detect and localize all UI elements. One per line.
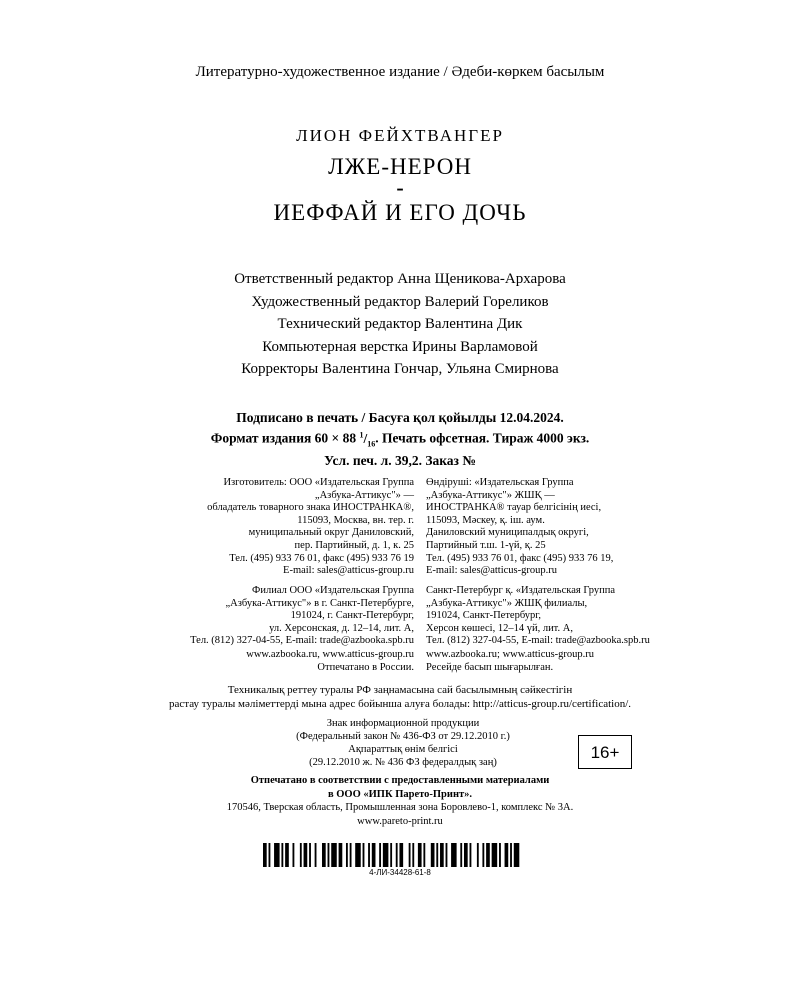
branch-ru-line: ул. Херсонская, д. 12–14, лит. А, xyxy=(269,622,414,634)
credit-line: Корректоры Валентина Гончар, Ульяна Смирнова xyxy=(241,361,559,377)
branch-kz-line: 191024, Санкт-Петербург, xyxy=(426,610,542,622)
barcode-bar xyxy=(339,843,343,867)
barcode-bar xyxy=(346,843,348,867)
barcode-bar xyxy=(396,843,398,867)
barcode-bar xyxy=(383,843,389,867)
manufacturer-ru-line: „Азбука-Аттикус"» — xyxy=(314,489,414,501)
barcode-bar xyxy=(505,843,509,867)
manufacturer-kz-line: Даниловский муниципалдық округі, xyxy=(426,527,589,539)
info-sign-line: Знак информационной продукции xyxy=(326,718,480,729)
manufacturer-kz-line: 115093, Мәскеу, қ. іш. аум. xyxy=(426,514,545,526)
age-rating-badge: 16+ xyxy=(578,735,632,769)
barcode-bar xyxy=(304,843,308,867)
manufacturer-ru-line: муниципальный округ Даниловский, xyxy=(248,527,414,539)
barcode-bar xyxy=(269,843,271,867)
manufacturer-kz-line: E-mail: sales@atticus-group.ru xyxy=(426,565,557,577)
barcode-bar xyxy=(379,843,381,867)
print-info-block xyxy=(0,409,800,469)
web-kz-line: www.azbooka.ru; www.atticus-group.ru xyxy=(426,649,595,660)
credit-line: Художественный редактор Валерий Гореликов xyxy=(251,293,549,310)
barcode-icon xyxy=(263,843,523,867)
barcode-bar xyxy=(418,843,422,867)
barcode-bar xyxy=(451,843,457,867)
web-ru-line: www.azbooka.ru, www.atticus-group.ru xyxy=(246,649,414,660)
info-sign-line: Ақпараттық өнім белгісі xyxy=(348,744,458,755)
branch-ru-line: Филиал ООО «Издательская Группа xyxy=(252,585,414,596)
branch-kz-line: „Азбука-Аттикус"» ЖШҚ филиалы, xyxy=(426,597,588,609)
barcode-bar xyxy=(412,843,414,867)
info-sign-block xyxy=(288,717,518,769)
barcode-bar xyxy=(440,843,444,867)
tech-regulation-note xyxy=(0,683,800,711)
manufacturer-kz-line: „Азбука-Аттикус"» ЖШҚ — xyxy=(426,489,555,501)
barcode-bar xyxy=(423,843,425,867)
barcode-bar xyxy=(460,843,462,867)
barcode-bar xyxy=(492,843,498,867)
barcode-bar xyxy=(477,843,479,867)
manufacturer-kz-line: Партийный т.ш. 1-үй, қ. 25 xyxy=(426,539,546,551)
barcode-bar xyxy=(300,843,302,867)
barcode-bar xyxy=(263,843,267,867)
title-first: ЛЖЕ-НЕРОН xyxy=(328,154,472,179)
barcode-bar xyxy=(482,843,484,867)
fraction-denominator: 16 xyxy=(367,439,376,449)
manufacturer-ru-line: Тел. (495) 933 76 01, факс (495) 933 76 19 xyxy=(229,552,414,564)
barcode-bar xyxy=(499,843,501,867)
tech-regulation-line: Техникалық реттеу туралы РФ заңнамасына сай басылымның сәйкестігін xyxy=(227,684,573,696)
branch-ru-line: „Азбука-Аттикус"» в г. Санкт-Петербурге, xyxy=(225,597,414,609)
print-signed-line: Подписано в печать / Басуға қол қойылды 12.04.2024. xyxy=(236,410,564,425)
barcode-bar xyxy=(372,843,376,867)
printer-line: www.pareto-print.ru xyxy=(357,815,443,827)
branch-kz xyxy=(426,585,666,648)
manufacturer-kz-line: ИНОСТРАНКА® тауар белгісінің иесі, xyxy=(426,502,602,514)
manufacturer-kz xyxy=(426,477,666,578)
format-text: Формат издания 60 × 88 xyxy=(210,430,357,446)
barcode-bar xyxy=(315,843,317,867)
web-ru xyxy=(150,649,414,674)
barcode-bar xyxy=(486,843,490,867)
barcode-bar xyxy=(355,843,361,867)
barcode-bar xyxy=(431,843,435,867)
print-sheets-line: Усл. печ. л. 39,2. Заказ № xyxy=(324,453,476,469)
web-kz-line: Ресейде басып шығарылған. xyxy=(426,661,554,673)
print-format-line xyxy=(0,426,800,452)
branch-ru xyxy=(150,585,414,648)
printer-line: Отпечатано в соответствии с предоставленными материалами xyxy=(250,775,550,786)
credit-line: Технический редактор Валентина Дик xyxy=(277,316,523,332)
barcode-bar xyxy=(328,843,330,867)
web-ru-line: Отпечатано в России. xyxy=(317,661,414,673)
format-fraction: $^1/_{16}$ xyxy=(359,430,376,449)
manufacturer-ru-line: Изготовитель: ООО «Издательская Группа xyxy=(223,477,414,488)
barcode-bar xyxy=(510,843,512,867)
branch-kz-line: Тел. (812) 327-04-55, E-mail: trade@azbooka.spb.ru xyxy=(426,635,650,647)
manufacturer-ru xyxy=(150,477,414,578)
manufacturer-ru-line: 115093, Москва, вн. тер. г. xyxy=(297,514,414,526)
barcode-bar xyxy=(309,843,311,867)
barcode-bar xyxy=(446,843,448,867)
barcode-bar xyxy=(409,843,411,867)
fraction-numerator: 1 xyxy=(359,430,364,439)
branch-ru-line: 191024, г. Санкт-Петербург, xyxy=(290,610,414,622)
barcode-bar xyxy=(363,843,365,867)
manufacturer-ru-line: обладатель товарного знака ИНОСТРАНКА®, xyxy=(207,502,414,514)
barcode-bar xyxy=(274,843,280,867)
credits-block xyxy=(0,268,800,381)
barcode-bar xyxy=(293,843,295,867)
title-separator: - xyxy=(396,175,404,200)
barcode-bar xyxy=(436,843,438,867)
barcode-bar xyxy=(281,843,283,867)
credit-line: Ответственный редактор Анна Щеникова-Архарова xyxy=(234,271,566,287)
branch-ru-line: Тел. (812) 327-04-55, E-mail: trade@azbooka.spb.ru xyxy=(190,635,414,647)
printer-line: 170546, Тверская область, Промышленная зона Боровлево-1, комплекс № 3А. xyxy=(226,802,574,813)
printer-info xyxy=(0,774,800,828)
author-name: ЛИОН ФЕЙХТВАНГЕР xyxy=(296,126,504,145)
barcode-bar xyxy=(368,843,370,867)
isbn-number: 4-ЛИ-34428-61-8 xyxy=(369,868,431,877)
title-second: ИЕФФАЙ И ЕГО ДОЧЬ xyxy=(273,200,527,225)
branch-kz-line: Санкт-Петербург қ. «Издательская Группа xyxy=(426,585,615,596)
info-sign-line: (Федеральный закон № 436-ФЗ от 29.12.2010 г.) xyxy=(296,731,510,742)
barcode-bar xyxy=(322,843,326,867)
printer-line: в ООО «ИПК Парето-Принт». xyxy=(327,788,473,800)
barcode-bar xyxy=(350,843,352,867)
manufacturer-kz-line: Тел. (495) 933 76 01, факс (495) 933 76 19, xyxy=(426,552,614,564)
barcode-bar xyxy=(285,843,289,867)
manufacturer-ru-line: E-mail: sales@atticus-group.ru xyxy=(283,565,414,577)
tech-regulation-line: растау туралы мәліметтерді мына адрес бойынша алуға болады: http://atticus-group.ru/certification/. xyxy=(169,698,631,710)
credit-line: Компьютерная верстка Ирины Варламовой xyxy=(262,338,538,355)
manufacturer-kz-line: Өндіруші: «Издательская Группа xyxy=(426,477,574,488)
barcode-bar xyxy=(464,843,468,867)
manufacturer-ru-line: пер. Партийный, д. 1, к. 25 xyxy=(294,539,414,551)
info-sign-line: (29.12.2010 ж. № 436 ФЗ федералдық заң) xyxy=(309,757,497,768)
format-rest: . Печать офсетная. Тираж 4000 экз. xyxy=(375,430,590,446)
barcode-bar xyxy=(514,843,520,867)
branch-kz-line: Херсон көшесі, 12–14 үй, лит. А, xyxy=(426,622,573,634)
genre-line: Литературно-художественное издание / Әдеби-көркем басылым xyxy=(195,64,605,80)
barcode-bar xyxy=(331,843,337,867)
barcode-bar xyxy=(390,843,392,867)
barcode-bar xyxy=(399,843,403,867)
barcode-bar xyxy=(470,843,472,867)
web-kz xyxy=(426,649,666,674)
